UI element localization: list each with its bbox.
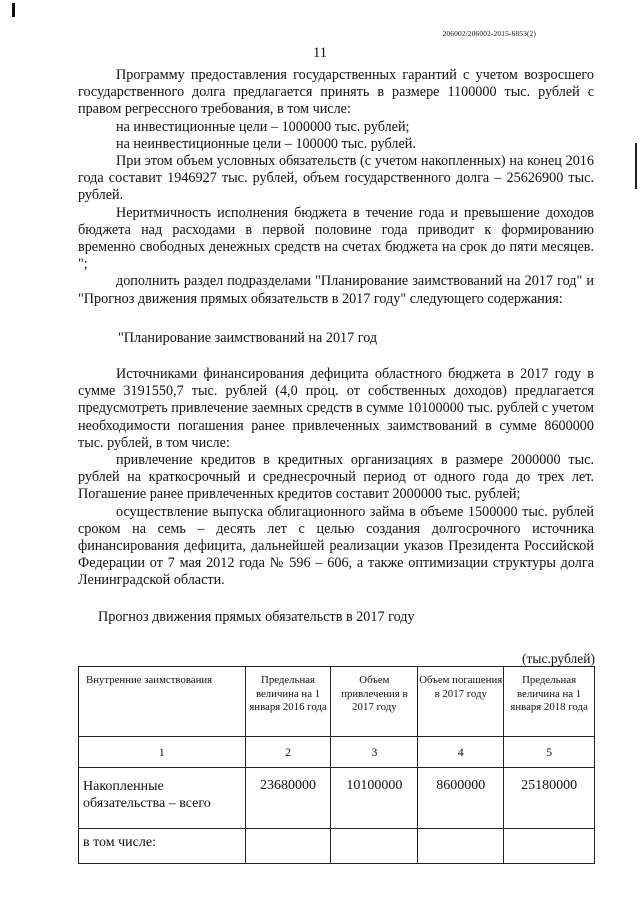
paragraph: дополнить раздел подразделами "Планирование заимствований на 2017 год" и "Прогноз движения прямых обязательств в 2017 году" следующего содержания: xyxy=(78,273,594,307)
paragraph: на неинвестиционные цели – 100000 тыс. рублей. xyxy=(116,135,416,152)
paragraph: привлечение кредитов в кредитных организациях в размере 2000000 тыс. рублей на краткосрочный и среднесрочный период от одного года до трех лет. Погашение ранее привлеченных кредитов составит 2000000 тыс. рублей; xyxy=(78,452,594,503)
paragraph: Источниками финансирования дефицита областного бюджета в 2017 году в сумме 3191550,7 тыс. рублей (4,0 проц. от собственных доходов) предлагается предусмотреть привлечение заемных средств в сумме 10100000 тыс. рублей с учетом необходимости погашения ранее привлеченных заимствований в сумме 8600000 тыс. рублей, в том числе: xyxy=(78,366,594,451)
table-cell: 23680000 xyxy=(245,768,331,829)
table-header-cell: Внутренние заимствования xyxy=(79,667,246,737)
body-text xyxy=(78,67,594,642)
table-header-cell: Предельная величина на 1 января 2018 года xyxy=(504,667,595,737)
obligations-table xyxy=(78,666,595,864)
table-cell: 2 xyxy=(245,737,331,768)
table-cell xyxy=(245,829,331,864)
table-cell: 4 xyxy=(418,737,504,768)
table-cell: в том числе: xyxy=(79,829,246,864)
table-header-cell: Объем погашения в 2017 году xyxy=(418,667,504,737)
table-cell xyxy=(418,829,504,864)
page-number: 11 xyxy=(313,45,327,61)
table-unit xyxy=(78,652,595,666)
table-column-number-row xyxy=(79,737,595,768)
table-cell: 5 xyxy=(504,737,595,768)
table-cell: 1 xyxy=(79,737,246,768)
table-cell: 3 xyxy=(331,737,418,768)
table-header-cell: Предельная величина на 1 января 2016 года xyxy=(245,667,331,737)
table-cell xyxy=(504,829,595,864)
table-row xyxy=(79,829,595,864)
scan-margin-mark xyxy=(635,143,637,189)
paragraph: осуществление выпуска облигационного займа в объеме 1500000 тыс. рублей сроком на семь – десять лет с целью создания долгосрочного источника финансирования дефицита, дальнейшей реализации указов Президента Российской Федерации от 7 мая 2012 года № 596 – 606, а также оптимизации структуры долга Ленинградской области. xyxy=(78,503,594,589)
table-header-cell: Объем привлечения в 2017 году xyxy=(331,667,418,737)
table-header-row xyxy=(79,667,595,737)
paragraph: Неритмичность исполнения бюджета в течение года и превышение доходов бюджета над расходами в первой половине года приводит к формированию временно свободных денежных средств на счетах бюджета на срок до пяти месяцев. "; xyxy=(78,204,594,273)
table-cell: 8600000 xyxy=(418,768,504,829)
scan-edge-mark xyxy=(12,3,15,17)
table-title: Прогноз движения прямых обязательств в 2017 году xyxy=(98,608,415,625)
table-cell: 10100000 xyxy=(331,768,418,829)
table-cell: Накопленные обязательства – всего xyxy=(79,768,246,829)
table-unit-label: (тыс.рублей) xyxy=(522,651,595,666)
paragraph: на инвестиционные цели – 1000000 тыс. рублей; xyxy=(116,118,410,135)
paragraph: При этом объем условных обязательств (с учетом накопленных) на конец 2016 года составит 1946927 тыс. рублей, объем государственного долга – 25626900 тыс. рублей. xyxy=(78,153,594,204)
table-cell: 25180000 xyxy=(504,768,595,829)
table-cell xyxy=(331,829,418,864)
section-heading: "Планирование заимствований на 2017 год xyxy=(118,329,378,346)
paragraph: Программу предоставления государственных гарантий с учетом возросшего государственного долга предлагается принять в размере 1100000 тыс. рублей с правом регрессного требования, в том числе: xyxy=(78,67,594,118)
document-id: 206002/206002-2015-6853(2) xyxy=(442,29,536,38)
table-row xyxy=(79,768,595,829)
